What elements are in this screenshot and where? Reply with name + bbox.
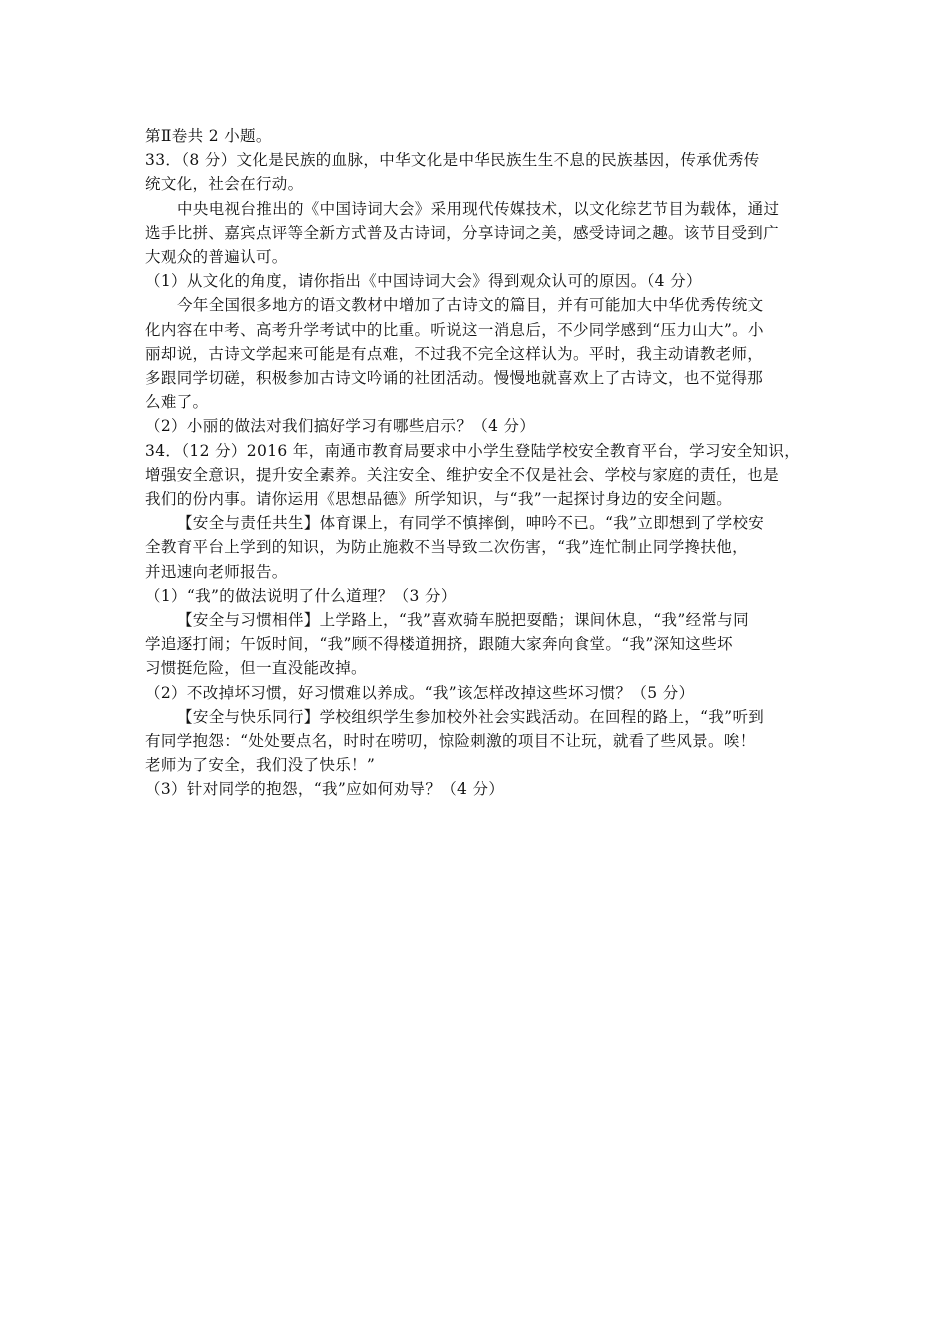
text-line: 并迅速向老师报告。 — [145, 562, 288, 581]
text-line: 第Ⅱ卷共 2 小题。 — [145, 127, 272, 145]
text-line: （1）“我”的做法说明了什么道理？（3 分） — [145, 586, 457, 605]
text-line: 34．（12 分）2016 年，南通市教育局要求中小学生登陆学校安全教育平台，学习安全知识， — [145, 441, 801, 460]
text-line: 33．（8 分）文化是民族的血脉，中华文化是中华民族生生不息的民族基因，传承优秀传 — [145, 151, 760, 170]
text-line: 中央电视台推出的《中国诗词大会》采用现代传媒技术，以文化综艺节目为载体，通过 — [177, 199, 780, 218]
text-line: 全教育平台上学到的知识，为防止施救不当导致二次伤害，“我”连忙制止同学搀扶他， — [145, 538, 749, 557]
text-line: 我们的份内事。请你运用《思想品德》所学知识，与“我”一起探讨身边的安全问题。 — [145, 490, 733, 509]
text-line: 老师为了安全，我们没了快乐！” — [145, 756, 376, 775]
text-line: （2）小丽的做法对我们搞好学习有哪些启示？（4 分） — [145, 417, 536, 436]
text-line: 习惯挺危险，但一直没能改掉。 — [145, 659, 367, 678]
text-line: 化内容在中考、高考升学考试中的比重。听说这一消息后，不少同学感到“压力山大”。小 — [145, 320, 764, 339]
text-line: 学追逐打闹；午饭时间，“我”顾不得楼道拥挤，跟随大家奔向食堂。“我”深知这些坏 — [145, 635, 733, 654]
text-line: （1）从文化的角度，请你指出《中国诗词大会》得到观众认可的原因。（4 分） — [145, 272, 702, 291]
text-line: 么难了。 — [145, 393, 209, 412]
document-body — [145, 124, 825, 802]
text-line: 大观众的普遍认可。 — [145, 248, 288, 267]
text-line: （3）针对同学的抱怨，“我”应如何劝导？（4 分） — [145, 780, 505, 799]
text-line: 【安全与快乐同行】学校组织学生参加校外社会实践活动。在回程的路上，“我”听到 — [177, 707, 765, 726]
text-line: 多跟同学切磋，积极参加古诗文吟诵的社团活动。慢慢地就喜欢上了古诗文，也不觉得那 — [145, 369, 764, 388]
text-line: 统文化，社会在行动。 — [145, 175, 304, 194]
text-line: 丽却说，古诗文学起来可能是有点难，不过我不完全这样认为。平时，我主动请教老师， — [145, 344, 764, 363]
text-line: 【安全与习惯相伴】上学路上，“我”喜欢骑车脱把耍酷；课间休息，“我”经常与同 — [177, 611, 749, 630]
text-line: 【安全与责任共生】体育课上，有同学不慎摔倒，呻吟不已。“我”立即想到了学校安 — [177, 514, 765, 533]
text-line: 选手比拼、嘉宾点评等全新方式普及古诗词，分享诗词之美，感受诗词之趣。该节目受到广 — [145, 223, 780, 242]
text-line: （2）不改掉坏习惯，好习惯难以养成。“我”该怎样改掉这些坏习惯？（5 分） — [145, 683, 695, 702]
text-line: 有同学抱怨：“处处要点名，时时在唠叨，惊险刺激的项目不让玩，就看了些风景。唉！ — [145, 732, 756, 751]
text-line: 今年全国很多地方的语文教材中增加了古诗文的篇目，并有可能加大中华优秀传统文 — [177, 296, 764, 315]
text-line: 增强安全意识，提升安全素养。关注安全、维护安全不仅是社会、学校与家庭的责任，也是 — [145, 465, 780, 484]
